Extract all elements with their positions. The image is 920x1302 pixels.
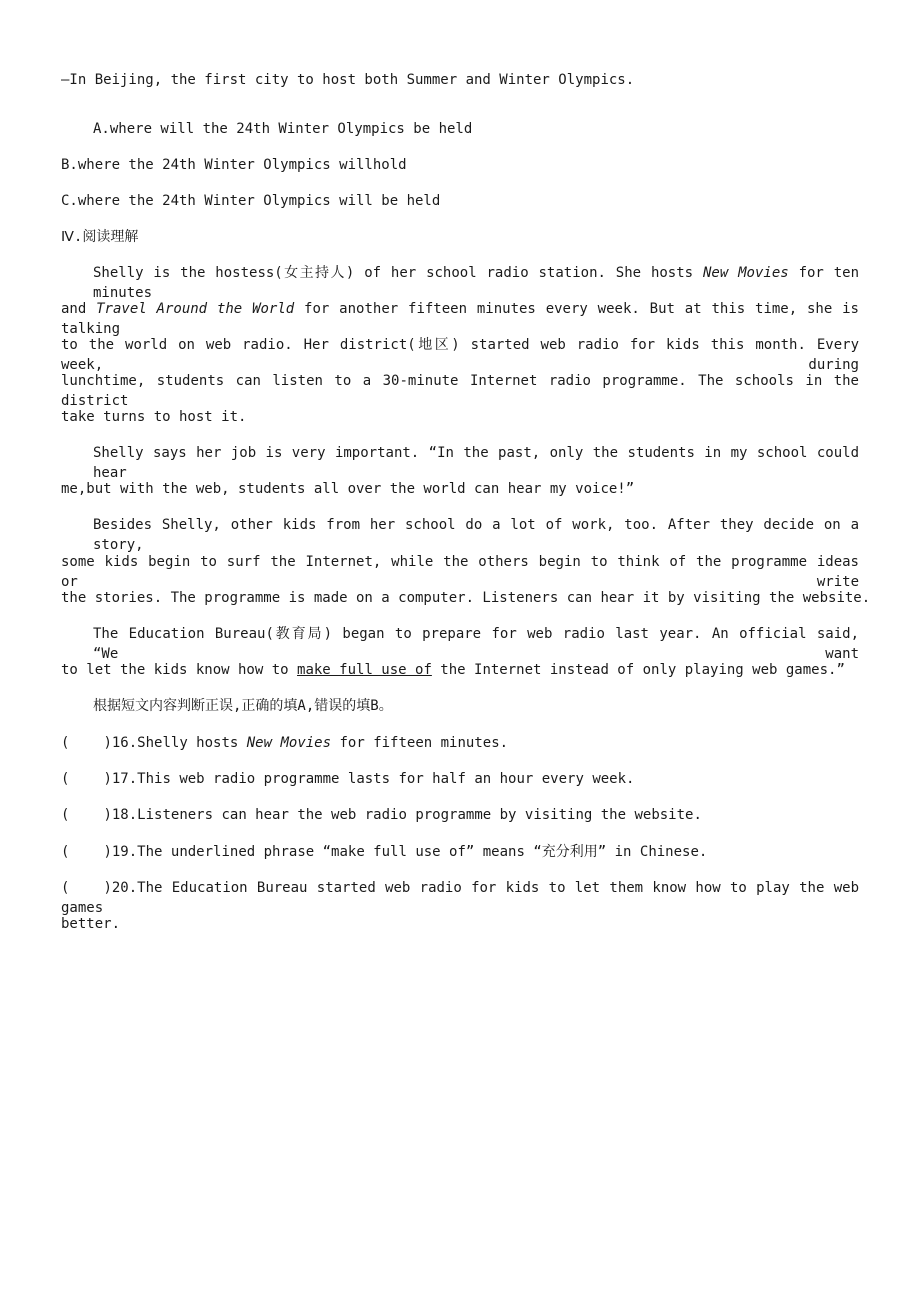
answer-paren-close: ) bbox=[103, 771, 112, 787]
answer-paren-open: ( bbox=[61, 735, 70, 751]
italic-title: New Movies bbox=[702, 265, 789, 281]
question-number: 18. bbox=[111, 807, 138, 823]
option-b: B.where the 24th Winter Olympics willhold bbox=[61, 157, 407, 173]
question-text: The underlined phrase “make full use of” means “充分利用” in Chinese. bbox=[137, 844, 708, 860]
question-text: for fifteen minutes. bbox=[331, 735, 509, 751]
passage-p2-line2: me,but with the web, students all over the world can hear my voice!” bbox=[61, 481, 635, 497]
passage-p3-line3: the stories. The programme is made on a computer. Listeners can hear it by visiting the website. bbox=[61, 590, 871, 606]
instructions: 根据短文内容判断正误,正确的填A,错误的填B。 bbox=[93, 698, 393, 714]
text-run: the Internet instead of only playing web games.” bbox=[431, 662, 845, 678]
question-text: Shelly hosts bbox=[137, 735, 247, 751]
text-run: for another fifteen minutes every week. But at this time, she is talking bbox=[61, 301, 859, 337]
italic-title: Travel Around the World bbox=[96, 301, 295, 317]
answer-line: —In Beijing, the first city to host both Summer and Winter Olympics. bbox=[61, 72, 635, 88]
passage-p4-line1: The Education Bureau(教育局) began to prepare for web radio last year. An official said, “We want bbox=[93, 626, 859, 662]
passage-p4-line2 bbox=[61, 660, 859, 680]
option-c: C.where the 24th Winter Olympics will be held bbox=[61, 193, 441, 209]
passage-p3-line2: some kids begin to surf the Internet, while the others begin to think of the programme ideas or write bbox=[61, 554, 859, 590]
underlined-phrase: make full use of bbox=[297, 662, 432, 678]
answer-paren-close: ) bbox=[103, 844, 112, 860]
text-run: to let the kids know how to bbox=[61, 662, 298, 678]
passage-p1-line2 bbox=[61, 299, 859, 337]
text-run: Shelly is the hostess(女主持人) of her school radio station. She hosts bbox=[93, 265, 703, 281]
answer-paren-open: ( bbox=[61, 771, 70, 787]
passage-p1-line3: to the world on web radio. Her district(地区) started web radio for kids this month. Every week, during bbox=[61, 337, 859, 373]
passage-p1-line1 bbox=[93, 263, 860, 301]
answer-paren-close: ) bbox=[103, 807, 112, 823]
option-a: A.where will the 24th Winter Olympics be held bbox=[93, 121, 473, 137]
question-20-continuation: better. bbox=[61, 916, 121, 932]
answer-paren-close: ) bbox=[103, 735, 112, 751]
answer-paren-close: ) bbox=[103, 880, 112, 896]
passage-p2-line1: Shelly says her job is very important. “In the past, only the students in my school could hear bbox=[93, 445, 859, 481]
text-run: for ten minutes bbox=[93, 265, 860, 301]
italic-title: New Movies bbox=[246, 735, 332, 751]
answer-paren-open: ( bbox=[61, 807, 70, 823]
section-heading: Ⅳ.阅读理解 bbox=[61, 229, 139, 245]
question-17 bbox=[61, 769, 859, 789]
passage-p3-line1: Besides Shelly, other kids from her school do a lot of work, too. After they decide on a story, bbox=[93, 517, 859, 553]
answer-paren-open: ( bbox=[61, 844, 70, 860]
question-18 bbox=[61, 805, 859, 825]
question-16 bbox=[61, 733, 859, 753]
question-text: This web radio programme lasts for half an hour every week. bbox=[137, 771, 635, 787]
question-text: The Education Bureau started web radio for kids to let them know how to play the web games bbox=[61, 880, 859, 916]
text-run: and bbox=[61, 301, 97, 317]
question-number: 16. bbox=[111, 735, 138, 751]
passage-p1-line4: lunchtime, students can listen to a 30-minute Internet radio programme. The schools in the district bbox=[61, 373, 859, 409]
question-number: 20. bbox=[111, 880, 138, 896]
answer-paren-open: ( bbox=[61, 880, 70, 896]
question-text: Listeners can hear the web radio programme by visiting the website. bbox=[137, 807, 702, 823]
passage-p1-line5: take turns to host it. bbox=[61, 409, 247, 425]
question-19 bbox=[61, 842, 859, 862]
question-number: 17. bbox=[111, 771, 138, 787]
question-number: 19. bbox=[111, 844, 138, 860]
question-20 bbox=[61, 878, 859, 916]
